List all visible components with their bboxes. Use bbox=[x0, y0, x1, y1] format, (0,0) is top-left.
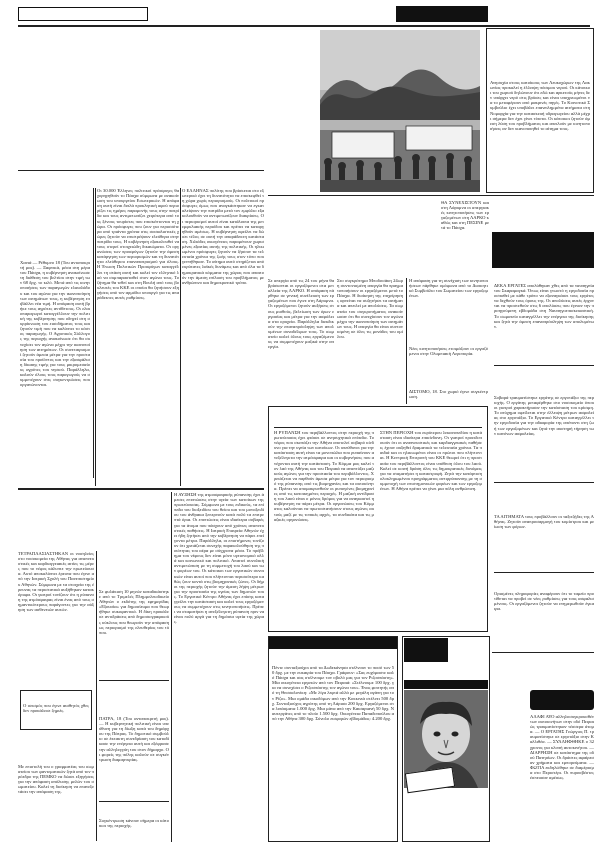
larco-col-4: Νέες κινητοποιήσεις ετοιμάζουν οι εργαζόμενοι στην Ολυμπιακή Αεροπορία. bbox=[409, 346, 488, 357]
mikra-label-2 bbox=[530, 701, 594, 709]
larco-headline-2 bbox=[300, 230, 440, 258]
refugees-headline bbox=[22, 35, 247, 167]
refugees-sidebar-title bbox=[20, 189, 92, 247]
skaramanga-body-3: ΤΑ ΑΙΤΗΜΑΤΑ τους προβάλλουν οι ταξιτζήδες της Αθήνας. Ζητούν αναπροσαρμογή του κομίστρου και μείωση των φόρων. bbox=[494, 514, 594, 530]
water-body: Ανησυχία στους κατοίκους των Λευκοχώρων της Λακωνίας προκαλεί η έλλειψη πόσιμου νερού. Οι κάτοικοι του χωριού δηλώνουν ότι εδώ και αρκετούς μήνες δεν υπάρχει νερό στις βρύσες και είναι υποχρεωμένοι να το μεταφέρουν από μακρινές πηγές. Το Κοινοτικό Συμβούλιο έχει υποβάλει επανειλημμένα αιτήματα στη Νομαρχία για την κατασκευή υδραγωγείου αλλά μέχρι σήμερα δεν έχει γίνει τίποτα. Οι κάτοικοι ζητούν άμεση λύση του προβλήματος και απειλούν με κινητοποιήσεις αν δεν ικανοποιηθεί το αίτημα τους. bbox=[490, 80, 590, 131]
hospitals-headline-3 bbox=[18, 524, 168, 540]
larco-col-3: Η απόφαση για τη συνέχιση των κινητοποιήσεων πάρθηκε ομόφωνα από το Διοικητικό Συμβούλιο του Σωματείου των εργαζομένων. bbox=[409, 278, 488, 299]
hospitals-col-2c: Συγκέντρωση κάνουν σήμερα οι κάτοικοι της περιοχής. bbox=[99, 818, 169, 829]
hospitals-vrule bbox=[96, 551, 97, 841]
refugees-lead bbox=[20, 173, 264, 185]
larco-photo bbox=[320, 30, 480, 192]
skaramanga-title-2 bbox=[492, 251, 594, 265]
refugees-col-2: Οι 30.000 Έλληνες πολιτικοί πρόσφυγες θα χορηγηθούν το Πάσχα σύμφωνα με ανακοίνωση του υπουργείου Εσωτερικών. Η απόφαση αυτή είναι διπλά προκλητική αφού περιορίζει τις ημέρες παραμονής τους στην πατρίδα και τους αντιμετωπίζει χειρότερα από τους ξένους τουρίστες που επισκέπτονται τη χώρα. Οι πρόσφυγες που ζουν για περισσότερα από τριάντα χρόνια στις σοσιαλιστικές χώρες ζητούν να επιστρέψουν ελεύθερα στην πατρίδα τους. Η κυβέρνηση εξακολουθεί να τους στερεί στοιχειώδη δικαιώματα. Οι οργανώσεις των προσφύγων ζητούν την άμεση κατάργηση των περιορισμών και τη δυνατότητα ελεύθερου επαναπατρισμού για όλους. Η Ένωση Πολιτικών Προσφύγων καταγγέλλει τη στάση αυτή και καλεί τον ελληνικό λαό να συμπαρασταθεί στον αγώνα τους. Το ζήτημα θα τεθεί και στη Βουλή από τους βουλευτές του ΚΚΕ οι οποίοι θα ζητήσουν εξηγήσεις από τον αρμόδιο υπουργό για τις απαράδεκτες αυτές ρυθμίσεις. bbox=[97, 188, 179, 300]
hospitals-side-title-2 bbox=[99, 682, 169, 714]
larco-intro: ΘΑ ΣΥΝΕΧΙΣΤΟΥΝ και στη Λάρυμνα οι απεργιακές κινητοποιήσεις των εργαζομένων στη ΛΑΡΚΟ καθώς και στη ΠΕΣΙΝΕ μετά το Πάσχα. bbox=[441, 200, 489, 231]
solidarity-subtitle bbox=[272, 651, 394, 663]
hospitals-side-rule bbox=[99, 680, 169, 681]
skaramanga-title-1 bbox=[492, 235, 594, 249]
masthead-rule bbox=[18, 25, 590, 27]
paper-name bbox=[398, 6, 486, 22]
skaramanga-section-3 bbox=[494, 574, 594, 590]
skaramanga-section-1 bbox=[494, 367, 594, 393]
environment-head-rule bbox=[274, 427, 482, 428]
hospitals-small-box-title bbox=[22, 692, 90, 702]
refugees-vrule-2 bbox=[180, 188, 181, 486]
hospitals-side-title bbox=[99, 555, 169, 587]
skaramanga-body-2: Σοβαρά τραυματίστηκε εργάτης σε εργοτάξιο της περιοχής. Ο εργάτης μεταφέρθηκε στο νοσοκομείο όπου οι γιατροί χαρακτήρισαν την κατάσταση του κρίσιμη. Το ατύχημα οφείλεται στην έλλειψη μέτρων ασφαλείας στο εργοτάξιο. Το Εργατικό Κέντρο καταγγέλλει την εργοδοσία για την αδιαφορία της απέναντι στη ζωή των εργαζομένων και ζητά την αυστηρή τήρηση των κανόνων ασφαλείας. bbox=[494, 395, 594, 436]
hospitals-headline-2 bbox=[18, 508, 168, 524]
refugees-col-1: Χανιά — Ρέθυμνο 18 (Του ανταποκριτή μας). — Ξαφνικά, μέσα στη μέρα του Πάσχα, η κυβέρνηση ανακοίνωσε τη διάθεση του βελτίου στην τιμή των 68 δρχ. το κιλό. Μετά από τις κινητοποιήσεις των παραγωγών ελαιολάδου και του αγώνα για την ικανοποίηση των αιτημάτων τους, η κυβέρνηση επιβάλλει νέα τιμή. Η απόφαση αυτή βρήκε τους αγρότες αντίθετους. Οι ελαιοπαραγωγοί καταγγέλλουν την πολιτική της κυβέρνησης που οδηγεί στη συρρίκνωση του εισοδήματος τους και ζητούν τιμή που να καλύπτει το κόστος παραγωγής. Ο Αγροτικός Σύλλογος της περιοχής ανακοίνωσε ότι θα συνεχίσει τον αγώνα μέχρι την ικανοποίηση των αιτημάτων. Οι συνεταιρισμοί ζητούν άμεσα μέτρα για την προστασία του προϊόντος και την εξασφάλιση δίκαιης τιμής για τους μικρομεσαίους αγρότες του νησιού. Παράλληλα, καλούν όλους τους παραγωγούς να συμμετέχουν στις συγκεντρώσεις που οργανώνονται. bbox=[20, 260, 90, 388]
larco-box-title bbox=[409, 320, 488, 332]
mikra-body: ΑΛΑΦΙ ΑΥΟ αλληλοσυγκρουσθέντων αυτοκινήτων στην οδό Πειραιώς τραυματίστηκαν τέσσερα άτομα. — Ο ΕΡΓΑΤΗΣ Γεώργιος Π. τραυματίστηκε σε εργοτάξιο στην Καλλιθέα. — ΣΥΛΛΗΦΘΗΚΕ ο 32χρονος για κλοπή αυτοκινήτου. — ΔΙΑΡΡΗΞΗ σε κατάστημα της οδού Πατησίων. Οι δράστες αφαίρεσαν χρήματα και εμπορεύματα. — ΦΩΤΙΑ εκδηλώθηκε σε διαμέρισμα στο Περιστέρι. Οι πυροσβέστες έσπευσαν αμέσως. bbox=[530, 714, 594, 781]
larco-col-1: Σε απεργία από τις 24 του μήνα θα βρίσκονται οι εργαζόμενοι στα μεταλλεία της ΛΑΡΚΟ. Η απόφαση πάρθηκε σε γενική συνέλευση των εργαζομένων που έγινε στη Λάρυμνα. Οι εργαζόμενοι ζητούν αυξήσεις στους μισθούς, βελτίωση των όρων εργασίας και μέτρα για την ασφάλεια στα ορυχεία. Παράλληλα διεκδικούν την επαναπρόσληψη των απολυμένων συναδέλφων τους. Το σωματείο καλεί όλους τους εργαζόμενους να συμμετέχουν μαζικά στην απεργία. bbox=[268, 278, 334, 350]
studio-cinema bbox=[404, 655, 448, 662]
studio-today bbox=[450, 640, 488, 660]
skaramanga-body: ΔΕΚΑ ΕΡΓΑΤΕΣ απολύθηκαν χθες από τα ναυπηγεία του Σκαραμαγκά. Όπως είναι γνωστό η εργοδοσία προσπαθεί με κάθε τρόπο να εξαναγκάσει τους εργάτες να δεχθούν τους όρους της. Οι απολύσεις αυτές έρχονται να προστεθούν στις 6 απολύσεις που έγιναν την προηγούμενη εβδομάδα στη Ναυπηγοεπισκευαστική. Το σωματείο καταγγέλλει την ενέργεια της διοίκησης και ζητά την άμεση επαναπρόσληψη των απολυμένων. bbox=[494, 283, 594, 329]
hospitals-top-rule bbox=[18, 488, 264, 490]
skaramanga-rule-1 bbox=[494, 365, 594, 366]
hospitals-col-3: Η ΑΥΞΗΣΗ της ατμοσφαιρικής ρύπανσης έχει άμεσες επιπτώσεις στην υγεία των κατοίκων της πρωτεύουσας. Σύμφωνα με τους ειδικούς, τα επίπεδα του διοξειδίου του θείου και του μονοξειδίου του άνθρακα ξεπερνούν κατά πολύ τα επιτρεπτά όρια. Οι επιπτώσεις είναι ιδιαίτερα σοβαρές για τα άτομα που πάσχουν από χρόνιες αναπνευστικές παθήσεις. Η Ιατρική Εταιρεία Αθηνών έχει ήδη ζητήσει από την κυβέρνηση να πάρει επείγοντα μέτρα. Παράλληλα, οι επιστήμονες τονίζουν ότι χρειάζεται συνεχής παρακολούθηση της ποιότητας του αέρα με σύγχρονα μέσα. Το πρόβλημα του νέφους δεν είναι μόνο υγειονομικό αλλά και κοινωνικό και πολιτικό. Απαιτεί συνολική αντιμετώπιση με τη συμμετοχή του λαού και των φορέων του. Οι κάτοικοι των εργατικών συνοικιών είναι αυτοί που πλήττονται περισσότερο καθώς ζουν κοντά στις βιομηχανικές ζώνες. Οι δήμοι της περιοχής ζητούν την άμεση λήψη μέτρων για την προστασία της υγείας των δημοτών τους. Το Εργατικό Κέντρο Αθήνας έχει επίσης καταγγείλει την κατάσταση και καλεί τους εργαζόμενους να συμμετέχουν στις κινητοποιήσεις. Πρέπει να σταματήσει η ανεξέλεγκτη ρύπανση πριν να είναι πολύ αργά για τη δημόσια υγεία της χώρας. bbox=[174, 492, 264, 625]
hospitals-col-2: Σε φυλάκιση 10 μηνών καταδικάστηκε από το Τριμελές Πλημμελειοδικείο Αθηνών ο εκδότης της εφημερίδας «Εξουσία» για δημοσίευμα που θεωρήθηκε συκοφαντικό. Η δίκη προκάλεσε αντιδράσεις από δημοσιογραφικούς κύκλους που θεωρούν την απόφαση ως περιορισμό της ελευθερίας του τύπου. bbox=[99, 589, 169, 635]
environment-date bbox=[380, 602, 480, 610]
environment-signature bbox=[380, 610, 484, 628]
refugees-vrule-1 bbox=[95, 188, 96, 486]
larco-photo-graphic bbox=[320, 30, 480, 192]
refugees-rule bbox=[18, 170, 264, 171]
skaramanga-rule-2 bbox=[494, 482, 594, 483]
hospitals-side-title-3 bbox=[99, 803, 169, 817]
environment-col-1: Η ΡΥΠΑΝΣΗ του περιβάλλοντος στην περιοχή της πρωτεύουσας έχει φτάσει σε ανησυχητικά επίπεδα. Το νέφος που σκεπάζει την Αθήνα αποτελεί σοβαρό κίνδυνο για την υγεία των κατοίκων. Οι υπεύθυνοι για την κατάσταση αυτή είναι τα μονοπώλια που ρυπαίνουν ανεξέλεγκτα την ατμόσφαιρα και οι κυβερνήσεις που ανέχονται αυτή την κατάσταση. Το Κόμμα μας καλεί τον λαό της Αθήνας και του Πειραιά να αναπτύξει μαζικούς αγώνες για την προστασία του περιβάλλοντος. Χρειάζεται να παρθούν άμεσα μέτρα για τον περιορισμό της ρύπανσης από τις βιομηχανίες και τα αυτοκίνητα. Πρέπει να απομακρυνθούν οι ρυπογόνες βιομηχανίες από τις κατοικημένες περιοχές. Η μαζική αντίδραση του λαού είναι ο μόνος δρόμος για να αναγκαστεί η κυβέρνηση να πάρει μέτρα. Οι οργανώσεις του Κόμματος καλούνται να πρωτοστατήσουν στους αγώνες αυτούς μαζί με τις τοπικές αρχές, τα συνδικάτα και τις μαζικές οργανώσεις. bbox=[274, 430, 374, 522]
studio-bottom bbox=[406, 822, 446, 836]
hospitals-sub bbox=[18, 542, 168, 549]
masthead bbox=[4, 4, 596, 24]
studio-ad-line bbox=[404, 680, 488, 689]
environment-headline bbox=[270, 412, 486, 424]
photo-caption bbox=[268, 38, 318, 188]
larco-headline-1 bbox=[281, 199, 577, 229]
studio-name bbox=[404, 638, 448, 656]
skaramanga-sub bbox=[492, 272, 594, 280]
dateline bbox=[492, 11, 596, 19]
refugees-byline bbox=[22, 248, 90, 258]
studio-banner-2 bbox=[456, 790, 488, 804]
larco-sub-1 bbox=[300, 258, 500, 266]
solidarity-footer bbox=[272, 828, 394, 838]
studio-fest-2 bbox=[404, 671, 488, 679]
photo-sign-1 bbox=[333, 134, 393, 156]
larco-box-sub bbox=[409, 334, 488, 344]
larco-col-2: Στο συγκρότημα Μποδοσάκη 24ωρη συντονισμένη απεργία θα πραγματοποιήσουν οι εργαζόμενοι μετά το Πάσχα. Η διοίκηση της επιχείρησης αρνείται να συζητήσει τα αιτήματα και απειλεί με απολύσεις. Τα σωματεία του συγκροτήματος ανακοίνωσαν ότι θα συνεχίσουν τον αγώνα μέχρι την ικανοποίηση των αιτημάτων τους. Η απεργία θα είναι συντονισμένη σε όλες τις μονάδες του ομίλου. bbox=[337, 278, 403, 340]
hospitals-small-box-body: Ο σεισμός που έγινε αισθητός χθες δεν προκάλεσε ζημιές. bbox=[23, 703, 89, 714]
studio-fest-1 bbox=[404, 663, 488, 671]
slander-top-rule bbox=[492, 652, 594, 653]
photo-sign-2 bbox=[407, 128, 471, 148]
larco-sub-2 bbox=[300, 266, 500, 274]
hospitals-small-box-2 bbox=[18, 734, 94, 762]
environment-col-2: ΣΤΗΝ ΠΕΡΙΟΧΗ του ευρύτερου λεκανοπεδίου η κατάσταση είναι ιδιαίτερα επικίνδυνη. Οι γιατροί προειδοποιούν ότι οι αναπνευστικές και καρδιαγγειακές παθήσεις έχουν αυξηθεί δραματικά τα τελευταία χρόνια. Τα παιδιά και οι ηλικιωμένοι είναι οι πρώτοι που πλήττονται. Η Κεντρική Επιτροπή του ΚΚΕ θεωρεί ότι η προστασία του περιβάλλοντος είναι υπόθεση όλου του λαού. Καλεί σε κοινή δράση όλες τις δημοκρατικές δυνάμεις για να σταματήσει η καταστροφή. Ζητά την κατάρτιση ολοκληρωμένου προγράμματος αντιρρύπανσης με τη συμμετοχή των επιστημονικών φορέων και των εργαζομένων. Η Αθήνα πρέπει να γίνει μια πόλη ανθρώπινη. bbox=[380, 430, 482, 492]
refugees-col-3: Ο ΕΛΛΗΝΑΣ πολίτης που βρίσκεται στο εξωτερικό έχει τη δυνατότητα να επισκεφθεί τη χώρα χωρίς περιορισμούς. Οι πολιτικοί πρόσφυγες όμως που αναγκάστηκαν να εγκαταλείψουν την πατρίδα μετά τον εμφύλιο εξακολουθούν να αντιμετωπίζουν διακρίσεις. Οι περιορισμοί αυτοί είναι κατάλοιπα της μετεμφυλιακής περιόδου και πρέπει να καταργηθούν αμέσως. Η κυβέρνηση οφείλει να δώσει τέλος σε αυτή την απαράδεκτη κατάσταση. Χιλιάδες οικογένειες παραμένουν χωρισμένες εξαιτίας αυτής της πολιτικής. Οι ηλικιωμένοι πρόσφυγες ζητούν να ζήσουν τα τελευταία χρόνια της ζωής τους στον τόπο που γεννήθηκαν. Το αίτημα αυτό στηρίζεται από ευρύτατες λαϊκές δυνάμεις και από όλα τα δημοκρατικά κόμματα της χώρας που απαιτούν την άμεση επίλυση του προβλήματος με ανθρώπινο και δημοκρατικό τρόπο. bbox=[182, 188, 264, 285]
section-label bbox=[20, 8, 146, 20]
hospitals-side-rule-2 bbox=[99, 801, 169, 802]
solidarity-banner bbox=[269, 637, 397, 649]
skaramanga-body-4: Ορισμένες πληροφορίες αναφέρουν ότι το ταμείο προτίθεται να προβεί σε νέες ρυθμίσεις για τους ασφαλισμένους. Οι εργαζόμενοι ζητούν να ενημερωθούν έγκαιρα. bbox=[494, 591, 594, 612]
larco-top-rule bbox=[268, 195, 594, 196]
larco-box-sub-2 bbox=[409, 372, 488, 388]
hospitals-col-1b: Με επιστολή του ο γραμματέας του σωματείου των φαντεματικών ζητά από τον πρόεδρο της ΠΕΜΚΟ να δώσει εξηγήσεις για την απόφαση απόλυσης μελών του σωματείου. Καλεί τη διοίκηση να επανεξετάσει την απόφαση της. bbox=[18, 764, 94, 795]
water-title bbox=[490, 32, 590, 70]
skaramanga-section-2 bbox=[494, 484, 594, 512]
larco-col-5: ΔΙΣΤΟΜΟ, 18. Στο χωριό έγινε συγκέντρωση. bbox=[409, 389, 488, 400]
hospitals-vrule-2 bbox=[171, 492, 172, 842]
studio-banner-3 bbox=[450, 805, 488, 819]
water-byline bbox=[490, 72, 590, 79]
hospitals-col-1: ΤΕΤΡΑΠΛΑΣΙΑΣΤΗΚΑΝ οι νοσηλείες στο νοσοκομεία της Αθήνας για αναπνευστικές και καρδιαγγειακές αιτίες τις μέρες που το νέφος κάλυπτε την πρωτεύουσα. Αυτό αποκαλύπτει έρευνα που έγινε από την Ιατρική Σχολή του Πανεπιστημίου Αθηνών. Σύμφωνα με τα στοιχεία της έρευνας τα περιστατικά αυξήθηκαν κατακόρυφα. Οι γιατροί τονίζουν ότι η ρύπανση της ατμόσφαιρας είναι ένας από τους σημαντικότερους παράγοντες για την αύξηση των ασθενειών αυτών. bbox=[18, 551, 94, 613]
hospitals-headline-1 bbox=[18, 492, 168, 508]
skaramanga-rule-3 bbox=[494, 572, 594, 573]
solidarity-body: Πέντε συνταξιούχοι από τα Δωδεκάνησα στέλνουν το ποσό των 50 δρχ. με την ευκαιρία του Πάσχα. Γράφουν: «Σας ευχόμαστε καλό Πάσχα και σας στέλνουμε τον οβολό μας για τον Ριζοσπάστη». Μία οικογένεια εργατών από τον Πειραιά: «Στέλνουμε 100 δρχ. για να συνεχίσει ο Ριζοσπάστης τον αγώνα του». Ένας φοιτητής από τη Θεσσαλονίκη: «Με λίγα λεφτά αλλά με μεγάλη αγάπη για τον Ρίζο». Μια ομάδα οικοδόμων από την Κοκκινιά στέλνει 500 δρχ. Συνταξιούχος αγρότης από τη Λάρισα 200 δρχ. Εργαζόμενοι στα λιπάσματα 1.000 δρχ. Μια μάνα από την Καισαριανή 50 δρχ. Ναυτεργάτες από το πλοίο 1.500 δρχ. Οικογένεια Παπαδοπούλου από την Αθήνα 300 δρχ. Σύνολο εισφορών εβδομάδας: 4.200 δρχ. bbox=[272, 665, 394, 721]
hospitals-col-2b: ΠΑΤΡΑ, 18 (Του ανταποκριτή μας). — Η κυβερνητική πολιτική είναι υπεύθυνη για τη δίωξη κατά του δημάρχου της Πάτρας. Το δημοτικό συμβούλιο σε έκτακτη συνεδρίαση του καταδίκασε την ενέργεια αυτή και εξέφρασε την αλληλεγγύη του στον δήμαρχο. Οι φορείς της πόλης καλούν σε συγκέντρωση διαμαρτυρίας. bbox=[99, 716, 169, 762]
